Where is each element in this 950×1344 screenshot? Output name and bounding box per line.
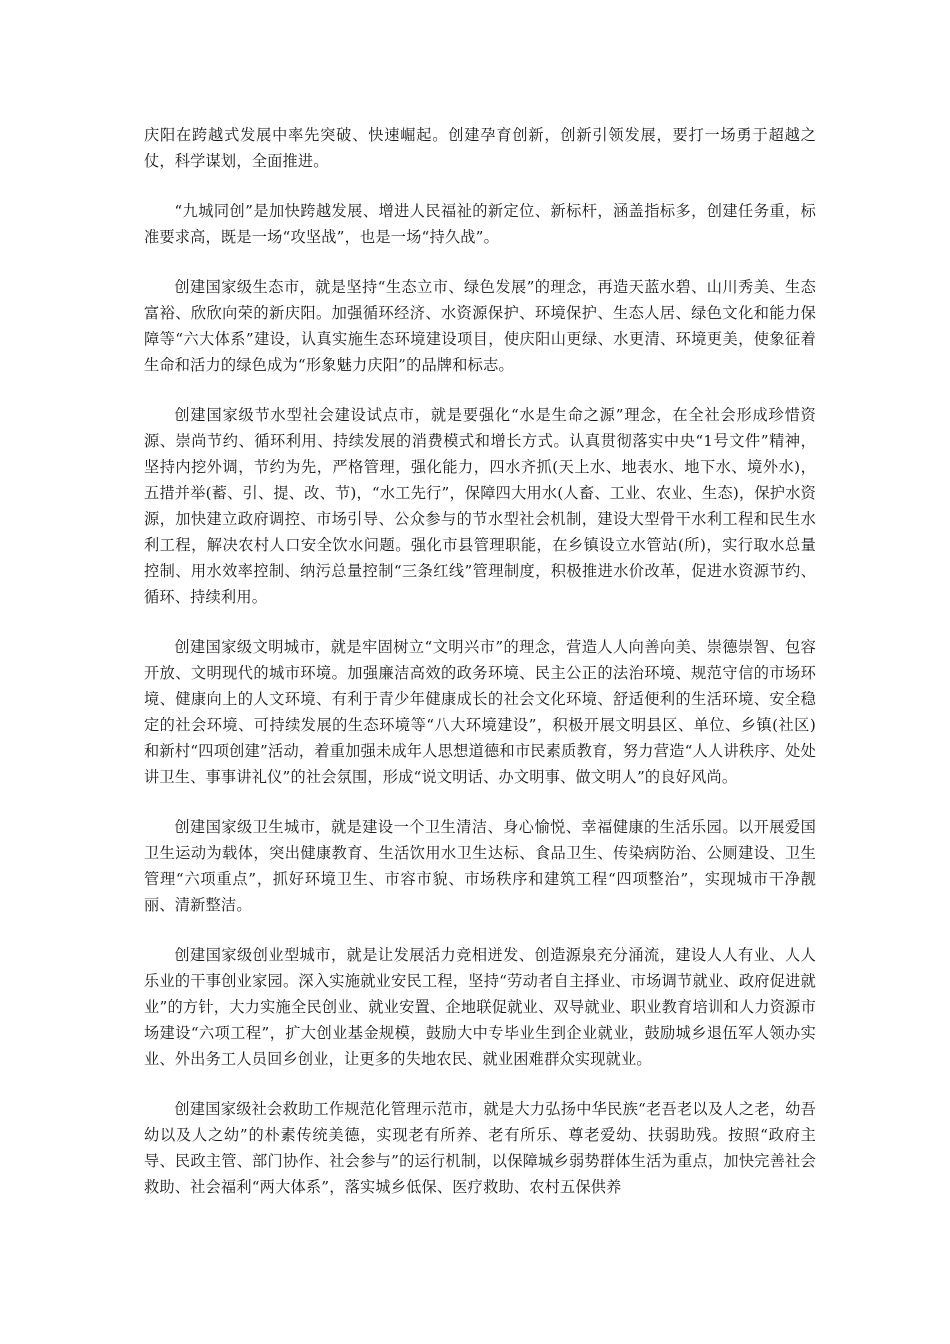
paragraph-entrepreneurial-city: 创建国家级创业型城市，就是让发展活力竞相迸发、创造源泉充分涌流，建设人人有业、人人乐业的干事创业家园。深入实施就业安民工程，坚持“劳动者自主择业、市场调节就业、政府促进就业”的方针，大力实施全民创业、就业安置、企地联促就业、双导就业、职业教育培训和人力资源市场建设“六项工程”，扩大创业基金规模，鼓励大中专毕业生到企业就业，鼓励城乡退伍军人领办实业、外出务工人员回乡创业，让更多的失地农民、就业困难群众实现就业。: [144, 946, 816, 1068]
paragraph-water-saving-city: 创建国家级节水型社会建设试点市，就是要强化“水是生命之源”理念，在全社会形成珍惜资源、崇尚节约、循环利用、持续发展的消费模式和增长方式。认真贯彻落实中央“1号文件”精神，坚持内挖外调，节约为先，严格管理，强化能力，四水齐抓(天上水、地表水、地下水、境外水)，五措并举(蓄、引、提、改、节)，“水工先行”，保障四大用水(人畜、工业、农业、生态)，保护水资源，加快建立政府调控、市场引导、公众参与的节水型社会机制，建设大型骨干水利工程和民生水利工程，解决农村人口安全饮水问题。强化市县管理职能，在乡镇设立水管站(所)，实行取水总量控制、用水效率控制、纳污总量控制“三条红线”管理制度，积极推进水价改革，促进水资源节约、循环、持续利用。: [144, 406, 816, 606]
paragraph-intro: 庆阳在跨越式发展中率先突破、快速崛起。创建孕育创新，创新引领发展，要打一场勇于超越之仗，科学谋划，全面推进。: [144, 126, 816, 170]
paragraph-social-assistance: 创建国家级社会救助工作规范化管理示范市，就是大力弘扬中华民族“老吾老以及人之老，幼吾幼以及人之幼”的朴素传统美德，实现老有所养、老有所乐、尊老爱幼、扶弱助残。按照“政府主导、民政主管、部门协作、社会参与”的运行机制，以保障城乡弱势群体生活为重点，加快完善社会救助、社会福利“两大体系”，落实城乡低保、医疗救助、农村五保供养: [144, 1100, 816, 1196]
document-body: [144, 122, 816, 1224]
paragraph-nine-cities: “九城同创”是加快跨越发展、增进人民福祉的新定位、新标杆，涵盖指标多，创建任务重，标准要求高，既是一场“攻坚战”，也是一场“持久战”。: [144, 202, 816, 246]
paragraph-sanitary-city: 创建国家级卫生城市，就是建设一个卫生清洁、身心愉悦、幸福健康的生活乐园。以开展爱国卫生运动为载体，突出健康教育、生活饮用水卫生达标、食品卫生、传染病防治、公厕建设、卫生管理“六项重点”，抓好环境卫生、市容市貌、市场秩序和建筑工程“四项整治”，实现城市干净靓丽、清新整洁。: [144, 818, 816, 914]
paragraph-ecological-city: 创建国家级生态市，就是坚持“生态立市、绿色发展”的理念，再造天蓝水碧、山川秀美、生态富裕、欣欣向荣的新庆阳。加强循环经济、水资源保护、环境保护、生态人居、绿色文化和能力保障等“六大体系”建设，认真实施生态环境建设项目，使庆阳山更绿、水更清、环境更美，使象征着生命和活力的绿色成为“形象魅力庆阳”的品牌和标志。: [144, 278, 816, 374]
paragraph-civilized-city: 创建国家级文明城市，就是牢固树立“文明兴市”的理念，营造人人向善向美、崇德崇智、包容开放、文明现代的城市环境。加强廉洁高效的政务环境、民主公正的法治环境、规范守信的市场环境、健康向上的人文环境、有利于青少年健康成长的社会文化环境、舒适便利的生活环境、安全稳定的社会环境、可持续发展的生态环境等“八大环境建设”，积极开展文明县区、单位、乡镇(社区)和新村“四项创建”活动，着重加强未成年人思想道德和市民素质教育，努力营造“人人讲秩序、处处讲卫生、事事讲礼仪”的社会氛围，形成“说文明话、办文明事、做文明人”的良好风尚。: [144, 638, 816, 786]
